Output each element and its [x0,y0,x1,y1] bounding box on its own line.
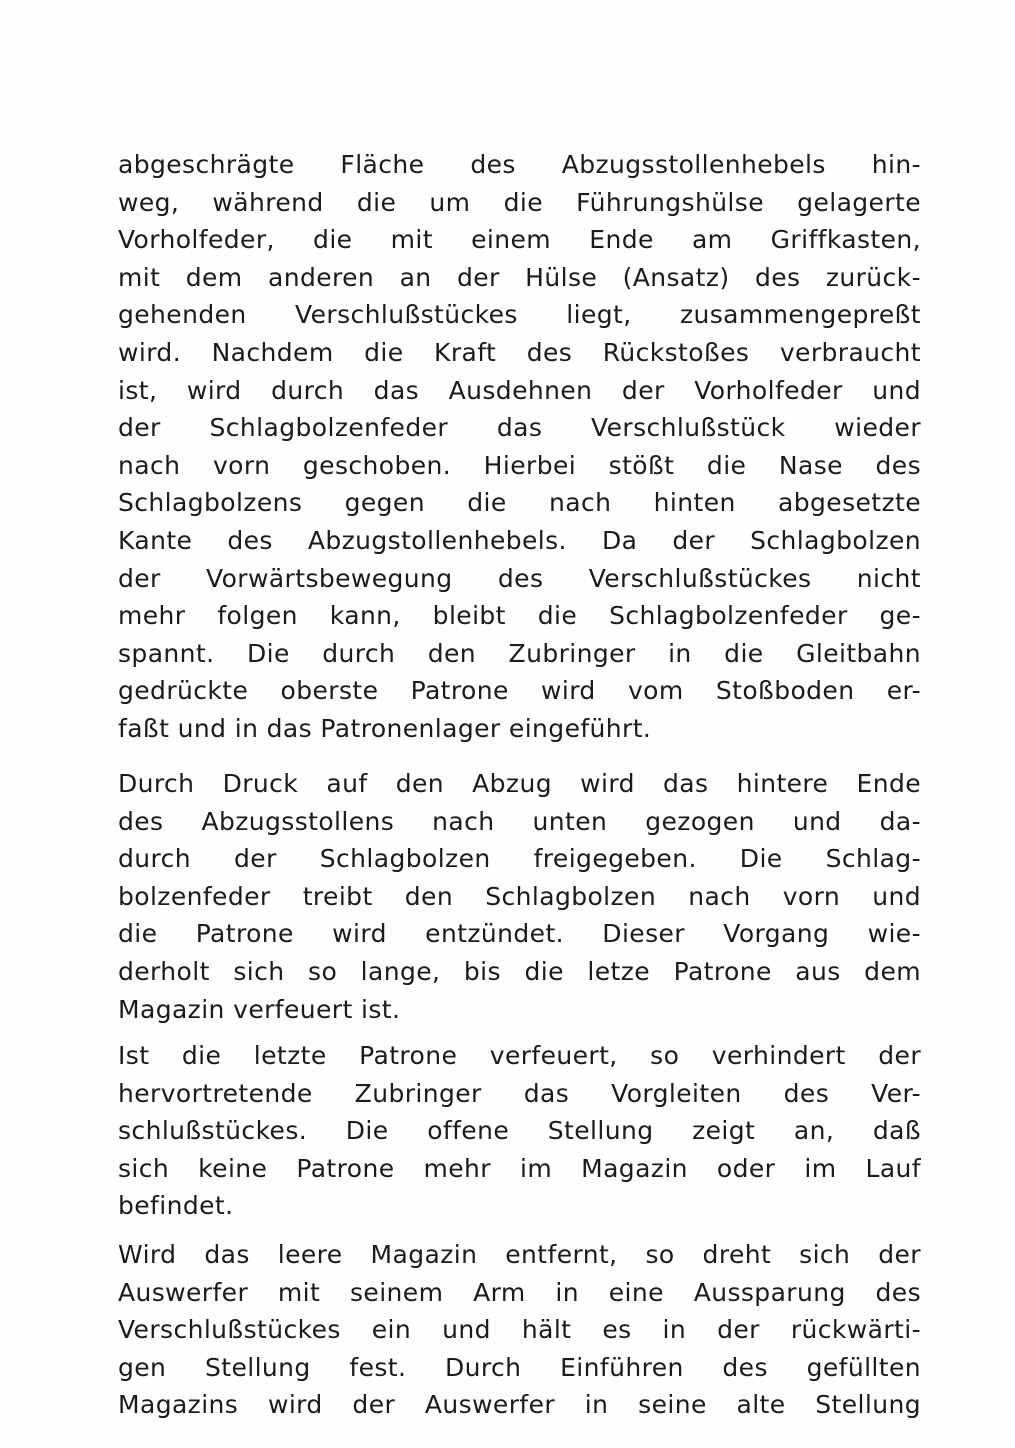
text-line: spannt. Die durch den Zubringer in die Gleitbahn [118,638,921,668]
text-line: Ist die letzte Patrone verfeuert, so verhindert der [118,1041,921,1070]
text-line: gedrückte oberste Patrone wird vom Stoßboden er- [118,676,921,706]
paragraph-1 [118,146,921,748]
text-line: schlußstückes. Die offene Stellung zeigt an, daß [118,1116,921,1146]
paragraph-2 [118,765,921,1028]
text-line: wird. Nachdem die Kraft des Rückstoßes verbraucht [118,337,921,367]
text-line: der Schlagbolzenfeder das Verschlußstück wieder [118,413,921,443]
text-line: faßt und in das Patronenlager eingeführt. [118,713,652,743]
text-line: durch der Schlagbolzen freigegeben. Die Schlag- [118,844,921,874]
text-line: gehenden Verschlußstückes liegt, zusammengepreßt [118,300,921,330]
text-line: Wird das leere Magazin entfernt, so dreht sich der [118,1240,921,1269]
text-line: der Vorwärtsbewegung des Verschlußstückes nicht [118,563,921,593]
text-line: Auswerfer mit seinem Arm in eine Aussparung des [118,1277,921,1307]
text-line: sich keine Patrone mehr im Magazin oder im Lauf [118,1153,921,1183]
text-line: gen Stellung fest. Durch Einführen des gefüllten [118,1352,921,1382]
text-line: mit dem anderen an der Hülse (Ansatz) des zurück- [118,262,921,292]
text-line: des Abzugsstollens nach unten gezogen und da- [118,806,921,836]
text-line: derholt sich so lange, bis die letze Patrone aus dem [118,956,921,986]
text-line: Kante des Abzugstollenhebels. Da der Schlagbolzen [118,525,921,555]
text-line: mehr folgen kann, bleibt die Schlagbolzenfeder ge- [118,601,921,631]
text-line: Schlagbolzens gegen die nach hinten abgesetzte [118,488,921,518]
text-line: Durch Druck auf den Abzug wird das hintere Ende [118,769,921,798]
text-line: ist, wird durch das Ausdehnen der Vorholfeder und [118,375,921,405]
text-line: Magazin verfeuert ist. [118,994,401,1024]
paragraph-4 [118,1236,921,1424]
text-line: Magazins wird der Auswerfer in seine alte Stellung [118,1390,921,1420]
text-line: abgeschrägte Fläche des Abzugsstollenhebels hin- [118,150,921,179]
text-line: bolzenfeder treibt den Schlagbolzen nach vorn und [118,881,921,911]
text-line: befindet. [118,1191,234,1221]
text-line: die Patrone wird entzündet. Dieser Vorgang wie- [118,919,921,949]
text-line: weg, während die um die Führungshülse gelagerte [118,187,921,217]
text-line: Verschlußstückes ein und hält es in der rückwärti- [118,1315,921,1345]
text-line: Vorholfeder, die mit einem Ende am Griffkasten, [118,225,921,255]
text-line: hervortretende Zubringer das Vorgleiten des Ver- [118,1078,921,1108]
paragraph-3 [118,1037,921,1225]
text-line: nach vorn geschoben. Hierbei stößt die Nase des [118,450,921,480]
